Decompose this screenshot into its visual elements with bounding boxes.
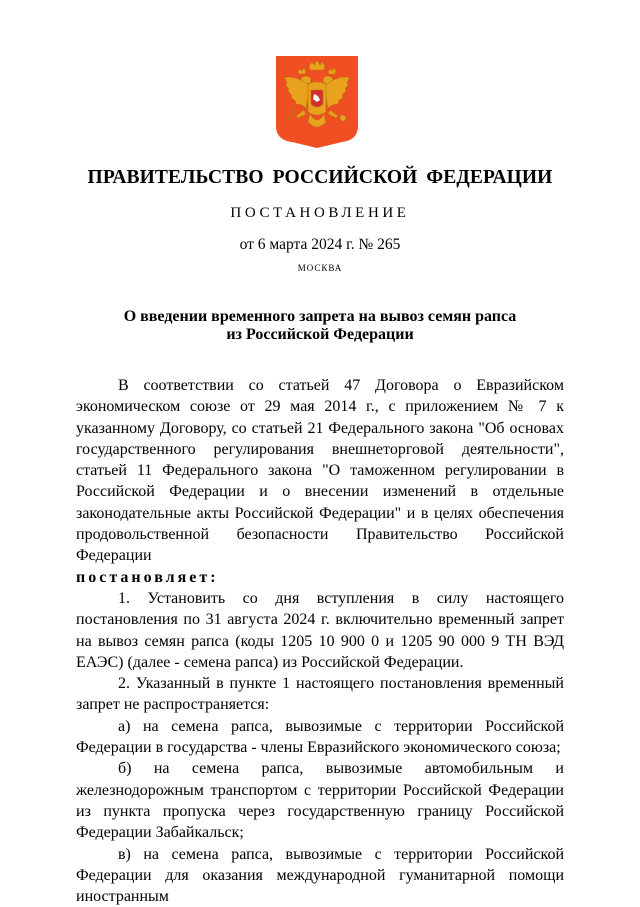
item-2v-paragraph: в) на семена рапса, вывозимые с территории Российской Федерации для оказания международной гуманитарной помощи иностранным bbox=[76, 845, 564, 906]
decree-body bbox=[76, 375, 564, 907]
item-2b-paragraph: б) на семена рапса, вывозимые автомобильным и железнодорожным транспортом с территории Российской Федерации из пункта пропуска через государственную границу Российской Федерации Забайкальск; bbox=[76, 760, 564, 842]
item-2a-paragraph: а) на семена рапса, вывозимые с территории Российской Федерации в государства - члены Евразийского экономического союза; bbox=[76, 717, 564, 757]
government-title: ПРАВИТЕЛЬСТВО РОССИЙСКОЙ ФЕДЕРАЦИИ bbox=[87, 167, 553, 188]
city-name: МОСКВА bbox=[297, 263, 343, 273]
item-2-paragraph: 2. Указанный в пункте 1 настоящего постановления временный запрет не распространяется: bbox=[76, 675, 564, 714]
decree-date-number: от 6 марта 2024 г. № 265 bbox=[239, 236, 401, 253]
decree-subject bbox=[0, 308, 640, 344]
russian-coat-of-arms-icon bbox=[276, 56, 358, 148]
resolves-paragraph bbox=[76, 567, 564, 588]
subject-line-1: О введении временного запрета на вывоз семян рапса bbox=[123, 308, 517, 325]
preamble-paragraph: В соответствии со статьей 47 Договора о Евразийском экономическом союзе от 29 мая 2014 г., с приложением № 7 к указанному Договору, со статьей 21 Федерального закона "Об основах государственного регулирования внешнеторговой деятельности", статьей 11 Федерального закона "О таможенном регулировании в Российской Федерации и о внесении изменений в отдельные законодательные акты Российской Федерации" и в целях обеспечения продовольственной безопасности Правительство Российской Федерации bbox=[76, 377, 564, 565]
decree-kind: ПОСТАНОВЛЕНИЕ bbox=[230, 205, 410, 221]
subject-line-2: из Российской Федерации bbox=[226, 326, 414, 343]
resolves-word: постановляет: bbox=[76, 568, 219, 586]
item-1-paragraph: 1. Установить со дня вступления в силу настоящего постановления по 31 августа 2024 г. включительно временный запрет на вывоз семян рапса (коды 1205 10 900 0 и 1205 90 000 9 ТН ВЭД ЕАЭС) (далее - семена рапса) из Российской Федерации. bbox=[76, 589, 564, 671]
